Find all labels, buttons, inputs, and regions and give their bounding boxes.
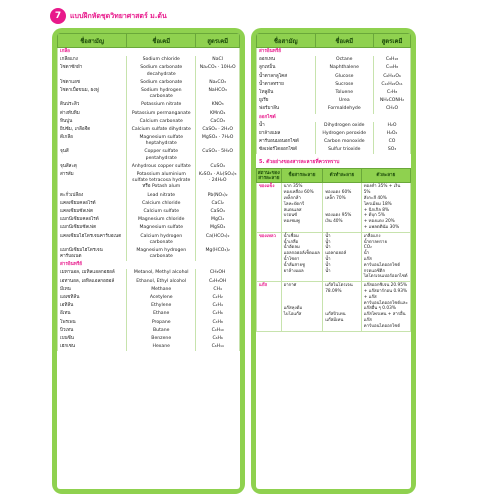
formula-cell: H₂O <box>374 122 411 130</box>
formula-cell: C₆H₁₂O₆ <box>374 73 411 81</box>
formula-cell: CH₄ <box>196 286 240 294</box>
table-row <box>58 335 240 343</box>
left-panel-content <box>57 33 240 489</box>
common-name-cell: โพรเพน <box>58 319 127 327</box>
formula-cell: CO <box>374 138 411 146</box>
formula-cell: C₃H₈ <box>196 319 240 327</box>
right-table-header-row <box>257 34 411 48</box>
chemical-name-cell: Sodium carbonate <box>127 79 196 87</box>
common-name-cell: เอทิลีน <box>58 302 127 310</box>
formula-cell: MgSO₄ · 7H₂O <box>196 134 240 148</box>
chemical-name-cell: Ethylene <box>127 302 196 310</box>
left-table-header-row <box>58 34 240 48</box>
header-common-name: ชื่อสามัญ <box>58 34 127 48</box>
formula-cell: C₁₂H₂₂O₁₁ <box>374 81 411 89</box>
header-solute: ตัวละลาย <box>361 169 410 183</box>
solution-names-cell: น้ำเชื่อม น้ำเกลือ น้ำอัดลม แอลกอฮอล์เช็ดแผล น้ำโซดา น้ำส้มสายชู ยาล้างแผล <box>281 232 323 281</box>
formula-cell: Na₂CO₃ <box>196 79 240 87</box>
formula-cell: KNO₃ <box>196 101 240 109</box>
solute-cell: ทองคำ 35% + เงิน 5% สังกะสี 40% โครเมียม 18% + นิกเกิล 8% + ดีบุก 5% + ทองแดง 20% + แพลตตินัม 30% <box>361 183 410 232</box>
solutions-section-title: 5. ตัวอย่างของสารละลายที่ควรทราบ <box>259 159 340 166</box>
chemical-name-cell: Calcium sulfate dihydrate <box>127 126 196 134</box>
formula-cell: C₂H₆ <box>196 310 240 318</box>
right-table-body <box>257 48 411 155</box>
solute-cell: เกลือแกง น้ำตาลทราย CO₂ น้ำ แก๊สคาร์บอนไดออกไซด์ กรดแอซีติก ไฮโดรเจนเปอร์ออกไซด์ <box>361 232 410 281</box>
chemical-name-cell: Butane <box>127 327 196 335</box>
common-name-cell: เกลือแกง <box>58 56 127 64</box>
formula-cell: H₂O₂ <box>374 130 411 138</box>
chemical-name-cell: Potassium nitrate <box>127 101 196 109</box>
chemical-name-cell: Methane <box>127 286 196 294</box>
common-name-cell: โซดาแอช <box>58 79 127 87</box>
formula-cell: CaCO₃ <box>196 118 240 126</box>
common-name-cell: แมกนีเซียมไฮโดรเจนคาร์บอเนต <box>58 247 127 261</box>
chemical-name-cell: Hexane <box>127 343 196 351</box>
section-title: ออกไซด์ <box>257 114 411 122</box>
table-row <box>58 148 240 162</box>
common-name-cell: ลูกเหม็น <box>257 64 316 72</box>
table-row <box>58 233 240 247</box>
section-title: สารอินทรีย์ <box>257 48 411 57</box>
formula-cell: CaCl₂ <box>196 200 240 208</box>
common-name-cell: ดินประสิว <box>58 101 127 109</box>
table-row <box>58 163 240 171</box>
common-name-cell: โซดาเบื่อขนม, ผงฟู <box>58 87 127 101</box>
common-name-cell: แคลเซียมคลอไรด์ <box>58 200 127 208</box>
section-title: สารอินทรีย์ <box>58 261 240 269</box>
chemical-name-cell: Sodium carbonate decahydrate <box>127 64 196 78</box>
table-row <box>257 105 411 113</box>
common-name-cell: น้ำตาลทราย <box>257 81 316 89</box>
table-row <box>58 110 240 118</box>
common-name-cell: เอทานอล, เอทิลแอลกอฮอล์ <box>58 278 127 286</box>
right-panel <box>251 28 416 494</box>
chemical-name-cell: Toluene <box>315 89 374 97</box>
table-row <box>58 343 240 351</box>
formula-cell: C₇H₈ <box>374 89 411 97</box>
common-name-cell: เฮกเซน <box>58 343 127 351</box>
chemical-name-cell: Calcium hydrogen carbonate <box>127 233 196 247</box>
formula-cell: CH₃OH <box>196 269 240 277</box>
solute-cell: แก๊สออกซิเจน 20.95% + แก๊สอาร์กอน 0.93% + แก๊สคาร์บอนไดออกไซด์และแก๊สอื่น ๆ 0.03% แก๊สโพรเพน + สารอื่น แก๊สคาร์บอนไดออกไซด์ <box>361 282 410 331</box>
formula-cell: CaSO₄ · 2H₂O <box>196 126 240 134</box>
formula-cell: SO₃ <box>374 146 411 154</box>
solutions-table <box>256 168 411 331</box>
chemical-name-cell: Magnesium sulfate heptahydrate <box>127 134 196 148</box>
common-name-cell: โซดาซักผ้า <box>58 64 127 78</box>
formula-cell: C₆H₁₄ <box>196 343 240 351</box>
header-chemical-name: ชื่อเคมี <box>127 34 196 48</box>
solutions-table-body <box>257 183 411 331</box>
solvent-cell: แก๊สไนโตรเจน 78.09% แก๊สบิวเทน แก๊สมีเทน <box>323 282 362 331</box>
chemical-name-cell: Octane <box>315 56 374 64</box>
chemical-name-cell: Magnesium chloride <box>127 216 196 224</box>
table-row <box>257 73 411 81</box>
formula-cell: C₂H₄ <box>196 302 240 310</box>
table-row <box>257 130 411 138</box>
chemical-name-cell: Ethanol, Ethyl alcohol <box>127 278 196 286</box>
chemical-name-cell: Benzene <box>127 335 196 343</box>
formula-cell: Na₂CO₃ · 10H₂O <box>196 64 240 78</box>
common-name-cell: แคลเซียมซัลเฟต <box>58 208 127 216</box>
table-row <box>58 79 240 87</box>
chemical-name-cell: Potassium aluminium sulfate tetracosa hydrate หรือ Potash alum <box>127 171 196 192</box>
table-row <box>257 122 411 130</box>
common-name-cell: หินปูน <box>58 118 127 126</box>
solution-group-row <box>257 282 411 331</box>
chemical-name-cell: Propane <box>127 319 196 327</box>
state-cell: ของแข็ง <box>257 183 282 232</box>
table-row <box>257 146 411 154</box>
common-name-cell: แคลเซียมไฮโดรเจนคาร์บอเนต <box>58 233 127 247</box>
common-name-cell: น้ำ <box>257 122 316 130</box>
table-row <box>58 278 240 286</box>
common-name-cell: อีเทน <box>58 310 127 318</box>
formula-cell: Mg(HCO₃)₂ <box>196 247 240 261</box>
chemical-name-cell: Sulfur trioxide <box>315 146 374 154</box>
common-name-cell: คาร์บอนมอนอกไซด์ <box>257 138 316 146</box>
chemical-name-cell: Anhydrous copper sulfate <box>127 163 196 171</box>
table-row <box>58 192 240 200</box>
table-row <box>257 81 411 89</box>
chemical-name-cell: Potassium permanganate <box>127 110 196 118</box>
solution-group-row <box>257 232 411 281</box>
right-panel-content <box>256 33 411 489</box>
table-row <box>257 97 411 105</box>
right-table <box>256 33 411 154</box>
table-row <box>257 89 411 97</box>
chemical-name-cell: Formaldehyde <box>315 105 374 113</box>
table-row <box>58 310 240 318</box>
table-row <box>58 64 240 78</box>
formula-cell: MgSO₄ <box>196 224 240 232</box>
chemical-name-cell: Sodium hydrogen carbonate <box>127 87 196 101</box>
formula-cell: CuSO₄ <box>196 163 240 171</box>
common-name-cell: เบนซีน <box>58 335 127 343</box>
table-row <box>58 126 240 134</box>
common-name-cell: ซัลเฟอร์ไดออกไซด์ <box>257 146 316 154</box>
table-row <box>58 118 240 126</box>
chemical-name-cell: Sucrose <box>315 81 374 89</box>
state-cell: ของเหลว <box>257 232 282 281</box>
table-row <box>58 269 240 277</box>
chemical-name-cell: Sodium chloride <box>127 56 196 64</box>
header-state: สถานะของสารละลาย <box>257 170 280 181</box>
common-name-cell: จุนสี <box>58 148 127 162</box>
formula-cell: C₂H₅OH <box>196 278 240 286</box>
common-name-cell: ออกเทน <box>257 56 316 64</box>
chemical-name-cell: Glucose <box>315 73 374 81</box>
chemical-name-cell: Calcium chloride <box>127 200 196 208</box>
chemical-name-cell: Hydrogen peroxide <box>315 130 374 138</box>
chemical-name-cell: Copper sulfate pentahydrate <box>127 148 196 162</box>
chemical-name-cell: Calcium sulfate <box>127 208 196 216</box>
section-row <box>58 261 240 269</box>
header-solvent: ตัวทำละลาย <box>323 169 362 183</box>
common-name-cell: ยูเรีย <box>257 97 316 105</box>
header-common-name: ชื่อสามัญ <box>257 34 316 48</box>
solution-names-cell: นาก 35% ทองเหลือง 60% เหล็กกล้า โลหะบัดกรี สแตนเลส บรอนซ์ ทองชมพู <box>281 183 323 232</box>
formula-cell: NaCl <box>196 56 240 64</box>
chemical-name-cell: Urea <box>315 97 374 105</box>
common-name-cell: แอเซทิลีน <box>58 294 127 302</box>
chemical-name-cell: Magnesium hydrogen carbonate <box>127 247 196 261</box>
chemical-name-cell: Lead nitrate <box>127 192 196 200</box>
table-row <box>58 208 240 216</box>
page-number-badge: 7 <box>50 8 66 24</box>
formula-cell: MgCl₂ <box>196 216 240 224</box>
table-row <box>58 247 240 261</box>
table-row <box>58 56 240 64</box>
formula-cell: NH₂CONH₂ <box>374 97 411 105</box>
common-name-cell: สารส้ม <box>58 171 127 192</box>
formula-cell: C₂H₂ <box>196 294 240 302</box>
formula-cell: C₁₀H₈ <box>374 64 411 72</box>
chemical-name-cell: Magnesium sulfate <box>127 224 196 232</box>
formula-cell: CuSO₄ · 5H₂O <box>196 148 240 162</box>
formula-cell: CaSO₄ <box>196 208 240 216</box>
table-row <box>58 134 240 148</box>
state-cell: แก๊ส <box>257 282 282 331</box>
table-row <box>58 200 240 208</box>
header-formula: สูตรเคมี <box>196 34 240 48</box>
formula-cell: CH₂O <box>374 105 411 113</box>
table-row <box>58 216 240 224</box>
table-row <box>58 302 240 310</box>
common-name-cell: มีเทน <box>58 286 127 294</box>
chemical-name-cell: Calcium carbonate <box>127 118 196 126</box>
solvent-cell: ทองแดง 60% เหล็ก 70% ทองแดง 95% เงิน 40% <box>323 183 362 232</box>
formula-cell: K₂SO₄ · Al₂(SO₄)₃ · 24H₂O <box>196 171 240 192</box>
table-row <box>58 327 240 335</box>
page-header <box>50 8 167 24</box>
formula-cell: NaHCO₃ <box>196 87 240 101</box>
section-row <box>257 114 411 122</box>
chemical-name-cell: Ethane <box>127 310 196 318</box>
common-name-cell: จุนสีสะตุ <box>58 163 127 171</box>
header-formula: สูตรเคมี <box>374 34 411 48</box>
table-row <box>58 294 240 302</box>
common-name-cell: เมทานอล, เมทิลแอลกอฮอล์ <box>58 269 127 277</box>
page-title: แบบฝึกหัดชุดวิทยาศาสตร์ ม.ต้น <box>70 11 167 20</box>
chemical-name-cell: Metanol, Methyl alcohol <box>127 269 196 277</box>
formula-cell: KMnO₄ <box>196 110 240 118</box>
chemical-name-cell: Carbon monoxide <box>315 138 374 146</box>
common-name-cell: ตะกั่วเปลือง <box>58 192 127 200</box>
chemical-name-cell: Dihydrogen oxide <box>315 122 374 130</box>
chemical-name-cell: Acetylene <box>127 294 196 302</box>
section-title: เกลือ <box>58 48 240 57</box>
table-row <box>58 171 240 192</box>
formula-cell: Ca(HCO₃)₂ <box>196 233 240 247</box>
section-row <box>257 48 411 57</box>
table-row <box>58 87 240 101</box>
common-name-cell: น้ำตาลกลูโคส <box>257 73 316 81</box>
common-name-cell: โทลูอีน <box>257 89 316 97</box>
chemical-name-cell: Naphthalene <box>315 64 374 72</box>
solution-names-cell: อากาศ แก๊สหุงต้ม ไบโอแก๊ส <box>281 282 323 331</box>
table-row <box>58 101 240 109</box>
left-table <box>57 33 240 351</box>
solvent-cell: น้ำ น้ำ น้ำ แอลกอฮอล์ น้ำ น้ำ น้ำ <box>323 232 362 281</box>
table-row <box>257 138 411 146</box>
common-name-cell: แมกนีเซียมคลอไรด์ <box>58 216 127 224</box>
table-row <box>58 224 240 232</box>
common-name-cell: บิวเทน <box>58 327 127 335</box>
common-name-cell: ยาล้างแผล <box>257 130 316 138</box>
formula-cell: C₆H₆ <box>196 335 240 343</box>
common-name-cell: ด่างทับทิม <box>58 110 127 118</box>
left-panel <box>52 28 245 494</box>
formula-cell: C₄H₁₀ <box>196 327 240 335</box>
formula-cell: Pb(NO₃)₂ <box>196 192 240 200</box>
left-table-body <box>58 48 240 352</box>
table-row <box>257 56 411 64</box>
solutions-header-row <box>257 169 411 183</box>
common-name-cell: ดีเกลือ <box>58 134 127 148</box>
header-chemical-name: ชื่อเคมี <box>315 34 374 48</box>
solution-group-row <box>257 183 411 232</box>
common-name-cell: ยิปซัม, เกลือจืด <box>58 126 127 134</box>
section-row <box>58 48 240 57</box>
table-row <box>257 64 411 72</box>
common-name-cell: แมกนีเซียมซัลเฟต <box>58 224 127 232</box>
table-row <box>58 319 240 327</box>
common-name-cell: ฟอร์มาลีน <box>257 105 316 113</box>
table-row <box>58 286 240 294</box>
formula-cell: C₈H₁₈ <box>374 56 411 64</box>
header-solution: ชื่อสารละลาย <box>281 169 323 183</box>
